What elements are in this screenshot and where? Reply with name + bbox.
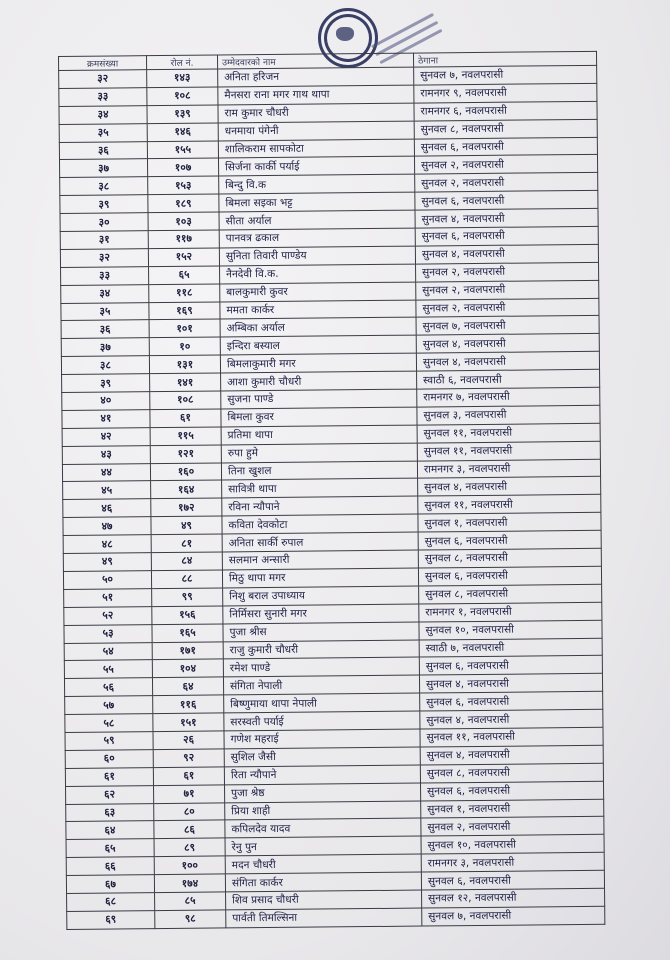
roll-number-cell: ११८	[149, 284, 220, 303]
address-cell: सुनवल ८, नवलपरासी	[414, 119, 597, 139]
address-cell: सुनवल ६, नवलपरासी	[421, 870, 604, 890]
serial-cell: ५७	[65, 696, 153, 715]
address-cell: सुनवल १२, नवलपरासी	[422, 888, 605, 908]
address-cell: रामनगर १, नवलपरासी	[419, 602, 602, 622]
address-cell: सुनवल १०, नवलपरासी	[421, 835, 604, 855]
address-cell: सुनवल २, नवलपरासी	[416, 298, 599, 318]
address-cell: सुनवल १, नवलपरासी	[421, 799, 604, 819]
candidate-name-cell: सलमान अन्सारी	[222, 550, 418, 570]
roll-number-cell: ६४	[152, 677, 223, 696]
candidate-name-cell: बिमला कुवर	[221, 407, 417, 427]
address-cell: सुनवल २, नवलपरासी	[416, 262, 599, 282]
candidate-name-cell: सरस्वती पर्याई	[224, 711, 420, 731]
serial-cell: ५८	[65, 714, 153, 733]
serial-cell: ३७	[59, 159, 147, 178]
candidate-name-cell: निर्मिसरा सुनारी मगर	[223, 604, 419, 624]
candidate-name-cell: सीता अर्याल	[219, 210, 415, 230]
serial-cell: ३६	[59, 141, 147, 160]
address-cell: सुनवल ४, नवलपरासी	[420, 709, 603, 729]
serial-cell: ३०	[60, 213, 148, 232]
roll-number-cell: ९८	[155, 910, 226, 929]
candidate-name-cell: आशा कुमारी चौधरी	[221, 371, 417, 391]
serial-cell: ३२	[60, 249, 148, 268]
roll-number-cell: १४१	[150, 373, 221, 392]
serial-cell: ३६	[61, 320, 149, 339]
address-cell: स्वाठी ७, नवलपरासी	[419, 638, 602, 658]
candidate-name-cell: मैनसरा राना मगर गाथ थापा	[218, 85, 414, 105]
candidate-name-cell: सुजना पाण्डे	[221, 389, 417, 409]
address-cell: सुनवल ६, नवलपरासी	[420, 691, 603, 711]
serial-cell: ६०	[65, 749, 153, 768]
address-cell: सुनवल १०, नवलपरासी	[419, 620, 602, 640]
candidate-name-cell: गणेश महराई	[224, 729, 420, 749]
roll-number-cell: ८५	[155, 892, 226, 911]
roll-number-cell: १०१	[149, 319, 220, 338]
serial-cell: ५३	[64, 624, 152, 643]
address-cell: सुनवल ४, नवलपरासी	[419, 674, 602, 694]
candidate-name-cell: राजु कुमारी चौधरी	[223, 640, 419, 660]
roll-number-cell: १०	[149, 337, 220, 356]
header-candidate-name: उम्मेदवारको नाम	[217, 53, 413, 69]
address-cell: स्वाठी ६, नवलपरासी	[417, 369, 600, 389]
roll-number-cell: ८६	[154, 820, 225, 839]
address-cell: रामनगर ६, नवलपरासी	[414, 101, 597, 121]
serial-cell: ४८	[63, 535, 151, 554]
serial-cell: ३४	[59, 105, 147, 124]
candidate-name-cell: बिमलाकुमारी मगर	[220, 353, 416, 373]
address-cell: रामनगर ३, नवलपरासी	[421, 852, 604, 872]
roll-number-cell: १७४	[154, 874, 225, 893]
serial-cell: ४१	[62, 410, 150, 429]
serial-cell: ३४	[61, 284, 149, 303]
address-cell: सुनवल ४, नवलपरासी	[420, 745, 603, 765]
candidate-name-cell: शिव प्रसाद चौधरी	[226, 890, 422, 910]
address-cell: सुनवल ६, नवलपरासी	[418, 530, 601, 550]
candidate-list-table	[58, 51, 605, 930]
roll-number-cell: ८८	[151, 570, 222, 589]
candidate-name-cell: मदन चौधरी	[225, 854, 421, 874]
roll-number-cell: ८०	[154, 802, 225, 821]
serial-cell: ५२	[64, 606, 152, 625]
roll-number-cell: ११५	[150, 427, 221, 446]
serial-cell: ६९	[67, 910, 155, 929]
roll-number-cell: १७२	[151, 498, 222, 517]
roll-number-cell: १५५	[147, 141, 218, 160]
roll-number-cell: ४९	[151, 516, 222, 535]
serial-cell: ४६	[63, 499, 151, 518]
roll-number-cell: १०७	[147, 158, 218, 177]
address-cell: सुनवल २, नवलपरासी	[415, 173, 598, 193]
serial-cell: ३१	[60, 231, 148, 250]
roll-number-cell: १५३	[148, 176, 219, 195]
candidate-name-cell: रविना न्यौपाने	[222, 496, 418, 516]
address-cell: सुनवल ४, नवलपरासी	[415, 244, 598, 264]
roll-number-cell: १८९	[148, 194, 219, 213]
serial-cell: ३८	[61, 356, 149, 375]
candidate-name-cell: सुनिता तिवारी पाण्डेय	[219, 246, 415, 266]
candidate-name-cell: रुपा हुमे	[221, 443, 417, 463]
roll-number-cell: १३१	[149, 355, 220, 374]
candidate-name-cell: बिमला सइका भट्ट	[219, 192, 415, 212]
candidate-name-cell: अनिता सार्की रुपाल	[222, 532, 418, 552]
roll-number-cell: ६५	[149, 266, 220, 285]
roll-number-cell: ९९	[152, 588, 223, 607]
candidate-name-cell: तिना खुशल	[221, 461, 417, 481]
candidate-name-cell: पानवत्र ढकाल	[219, 228, 415, 248]
address-cell: सुनवल ६, नवलपरासी	[415, 226, 598, 246]
roll-number-cell: ६१	[150, 409, 221, 428]
roll-number-cell: ८४	[151, 552, 222, 571]
address-cell: सुनवल ११, नवलपरासी	[420, 727, 603, 747]
serial-cell: ३३	[61, 266, 149, 285]
roll-number-cell: १६०	[150, 463, 221, 482]
candidate-name-cell: बिन्दु वि.क	[219, 174, 415, 194]
roll-number-cell: १००	[154, 856, 225, 875]
candidate-name-cell: ममता कार्कर	[220, 300, 416, 320]
roll-number-cell: ९२	[153, 749, 224, 768]
serial-cell: ३७	[61, 338, 149, 357]
address-cell: सुनवल २, नवलपरासी	[416, 280, 599, 300]
address-cell: सुनवल ४, नवलपरासी	[418, 477, 601, 497]
roll-number-cell: ११६	[153, 695, 224, 714]
address-cell: सुनवल ७, नवलपरासी	[422, 906, 605, 926]
serial-cell: ३२	[59, 70, 147, 89]
serial-cell: ३८	[60, 177, 148, 196]
candidate-name-cell: प्रतिमा थापा	[221, 425, 417, 445]
address-cell: सुनवल ४, नवलपरासी	[416, 352, 599, 372]
address-cell: सुनवल ६, नवलपरासी	[418, 566, 601, 586]
address-cell: सुनवल २, नवलपरासी	[414, 155, 597, 175]
header-serial: क्रमसंख्या	[59, 56, 147, 71]
address-cell: रामनगर ९, नवलपरासी	[414, 83, 597, 103]
serial-cell: ३५	[59, 123, 147, 142]
serial-cell: ४५	[63, 481, 151, 500]
candidate-name-cell: शालिकराम सापकोटा	[218, 139, 414, 159]
roll-number-cell: १५२	[148, 248, 219, 267]
serial-cell: ४०	[62, 392, 150, 411]
serial-cell: ६८	[67, 893, 155, 912]
roll-number-cell: १०८	[147, 87, 218, 106]
candidate-name-cell: राम कुमार चौधरी	[218, 103, 414, 123]
roll-number-cell: ६१	[153, 767, 224, 786]
serial-cell: ६१	[65, 767, 153, 786]
serial-cell: ६५	[66, 839, 154, 858]
table-row	[67, 906, 605, 929]
serial-cell: ४७	[63, 517, 151, 536]
address-cell: सुनवल ११, नवलपरासी	[417, 423, 600, 443]
roll-number-cell: १४३	[147, 69, 218, 88]
serial-cell: ६४	[66, 821, 154, 840]
table-body	[59, 65, 605, 929]
serial-cell: ५०	[63, 571, 151, 590]
roll-number-cell: १७१	[152, 641, 223, 660]
candidate-name-cell: इन्दिरा बस्याल	[220, 335, 416, 355]
serial-cell: ३९	[60, 195, 148, 214]
address-cell: सुनवल २, नवलपरासी	[421, 817, 604, 837]
candidate-name-cell: पार्वती तिमल्सिना	[226, 908, 422, 928]
header-address: ठेगाना	[413, 51, 596, 67]
roll-number-cell: १२१	[150, 445, 221, 464]
candidate-name-cell: बालकुमारी कुवर	[220, 282, 416, 302]
address-cell: रामनगर ३, नवलपरासी	[417, 459, 600, 479]
candidate-name-cell: पुजा श्रीस	[223, 622, 419, 642]
serial-cell: ५४	[64, 642, 152, 661]
candidate-name-cell: निशु बराल उपाध्याय	[223, 586, 419, 606]
serial-cell: ६३	[66, 803, 154, 822]
candidate-name-cell: रिता न्यौपाने	[224, 765, 420, 785]
address-cell: सुनवल ८, नवलपरासी	[420, 763, 603, 783]
address-cell: सुनवल ७, नवलपरासी	[416, 316, 599, 336]
candidate-name-cell: अम्बिका अर्याल	[220, 318, 416, 338]
serial-cell: ५६	[64, 678, 152, 697]
serial-cell: ४४	[62, 463, 150, 482]
address-cell: सुनवल १, नवलपरासी	[418, 513, 601, 533]
address-cell: सुनवल ४, नवलपरासी	[416, 334, 599, 354]
address-cell: सुनवल ११, नवलपरासी	[417, 441, 600, 461]
candidate-name-cell: नैनदेवी वि.क.	[220, 264, 416, 284]
roll-number-cell: १५६	[152, 606, 223, 625]
roll-number-cell: १६९	[149, 302, 220, 321]
address-cell: सुनवल ६, नवलपरासी	[419, 656, 602, 676]
roll-number-cell: २६	[153, 731, 224, 750]
serial-cell: ५१	[64, 588, 152, 607]
roll-number-cell: १०४	[152, 659, 223, 678]
candidate-name-cell: संगिता नेपाली	[223, 675, 419, 695]
roll-number-cell: १४६	[147, 123, 218, 142]
candidate-name-cell: कविता देवकोटा	[222, 514, 418, 534]
serial-cell: ३३	[59, 88, 147, 107]
roll-number-cell: ७१	[154, 785, 225, 804]
candidate-name-cell: सिर्जना कार्की पर्याई	[218, 157, 414, 177]
roll-number-cell: १०८	[150, 391, 221, 410]
address-cell: सुनवल ६, नवलपरासी	[414, 137, 597, 157]
roll-number-cell: १०३	[148, 212, 219, 231]
candidate-name-cell: प्रिया शाही	[225, 801, 421, 821]
candidate-name-cell: बिष्णुमाया थापा नेपाली	[224, 693, 420, 713]
serial-cell: ६६	[66, 857, 154, 876]
serial-cell: ४९	[63, 553, 151, 572]
serial-cell: ४२	[62, 427, 150, 446]
serial-cell: ६७	[66, 875, 154, 894]
address-cell: सुनवल ६, नवलपरासी	[420, 781, 603, 801]
address-cell: सुनवल ११, नवलपरासी	[418, 495, 601, 515]
roll-number-cell: १३९	[147, 105, 218, 124]
candidate-name-cell: धनमाया पंगेनी	[218, 121, 414, 141]
serial-cell: ३५	[61, 302, 149, 321]
serial-cell: ५९	[65, 732, 153, 751]
address-cell: सुनवल ६, नवलपरासी	[415, 191, 598, 211]
roll-number-cell: ८९	[154, 838, 225, 857]
header-roll-number: रोल नं.	[147, 55, 218, 70]
address-cell: सुनवल ३, नवलपरासी	[417, 405, 600, 425]
serial-cell: ४३	[62, 445, 150, 464]
address-cell: सुनवल ७, नवलपरासी	[414, 65, 597, 85]
address-cell: सुनवल ८, नवलपरासी	[419, 584, 602, 604]
candidate-name-cell: अनिता हरिजन	[218, 67, 414, 87]
candidate-name-cell: रेनु पुन	[225, 836, 421, 856]
candidate-name-cell: पुजा श्रेष्ठ	[225, 783, 421, 803]
serial-cell: ३९	[62, 374, 150, 393]
roll-number-cell: ११७	[148, 230, 219, 249]
roll-number-cell: ८१	[151, 534, 222, 553]
candidate-name-cell: संगिता कार्कर	[225, 872, 421, 892]
roll-number-cell: १६४	[151, 480, 222, 499]
candidate-name-cell: रमेश पाण्डे	[223, 657, 419, 677]
roll-number-cell: १६५	[152, 624, 223, 643]
address-cell: सुनवल ४, नवलपरासी	[415, 208, 598, 228]
serial-cell: ६२	[66, 785, 154, 804]
address-cell: सुनवल ८, नवलपरासी	[418, 548, 601, 568]
serial-cell: ५५	[64, 660, 152, 679]
candidate-name-cell: सुशिल जैसी	[224, 747, 420, 767]
address-cell: रामनगर ७, नवलपरासी	[417, 387, 600, 407]
roll-number-cell: १५१	[153, 713, 224, 732]
candidate-name-cell: कपिलदेव यादव	[225, 818, 421, 838]
candidate-name-cell: सावित्री थापा	[222, 479, 418, 499]
candidate-name-cell: मिठु थापा मगर	[222, 568, 418, 588]
